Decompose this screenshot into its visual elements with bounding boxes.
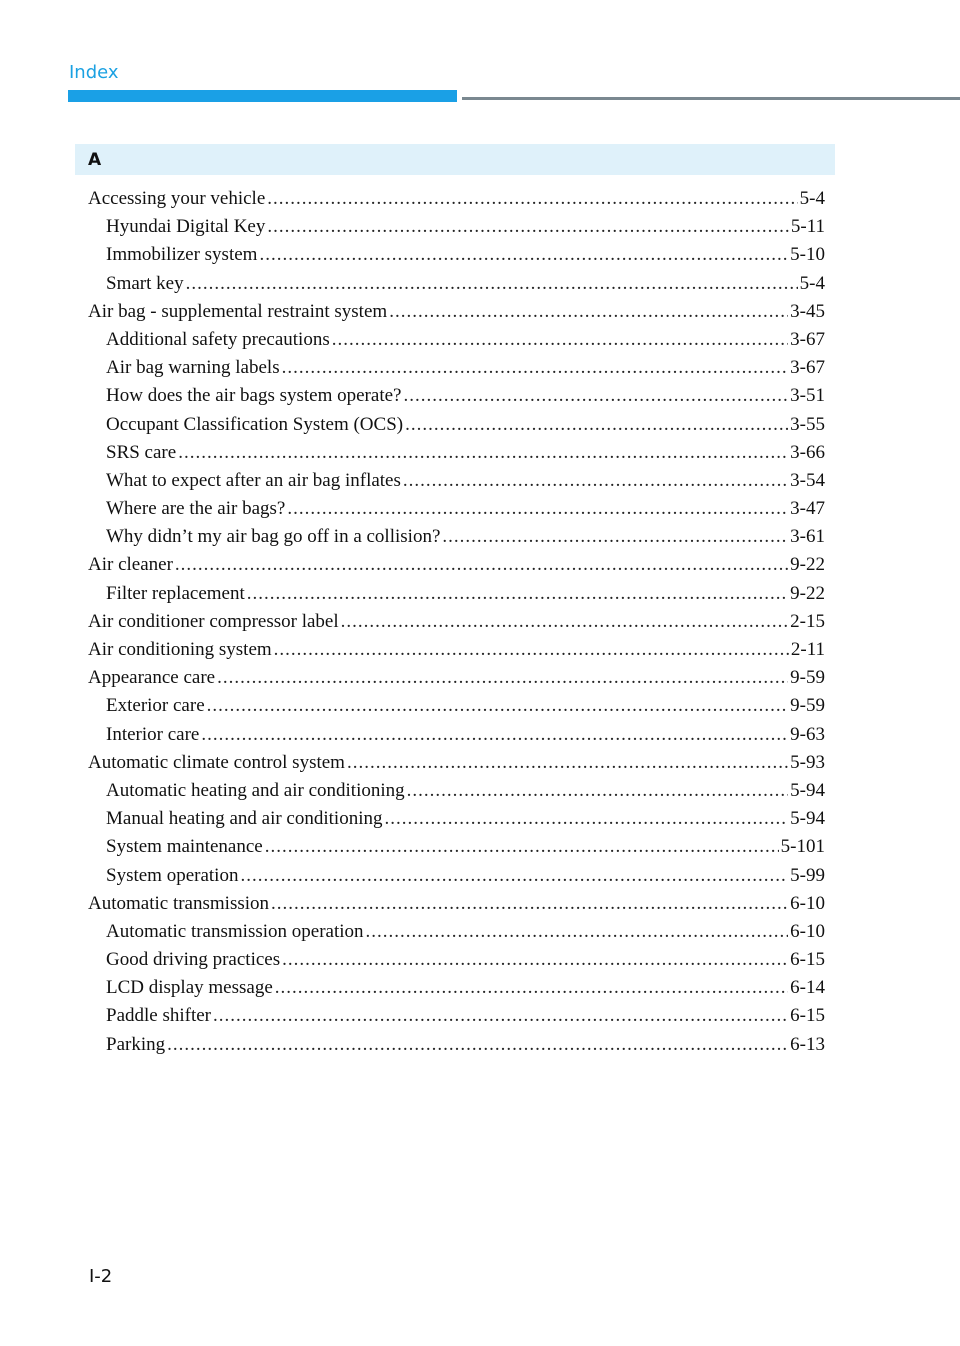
- entry-page-ref: 5-101: [780, 836, 825, 858]
- entry-page-ref: 6-15: [790, 949, 825, 971]
- dot-leader: [247, 583, 788, 605]
- page-header-title: Index: [69, 62, 119, 83]
- entry-label: Hyundai Digital Key: [106, 216, 266, 238]
- entry-label: Exterior care: [106, 695, 205, 717]
- entry-label: Paddle shifter: [106, 1005, 212, 1027]
- entry-page-ref: 3-55: [790, 413, 825, 435]
- dot-leader: [167, 1034, 788, 1056]
- entry-label: Air conditioner compressor label: [88, 610, 339, 632]
- dot-leader: [271, 893, 788, 915]
- entry-page-ref: 6-15: [790, 1005, 825, 1027]
- dot-leader: [178, 442, 788, 464]
- entry-label: Automatic transmission operation: [106, 920, 364, 942]
- index-entry[interactable]: [88, 188, 825, 216]
- index-subentry[interactable]: [88, 216, 825, 244]
- entry-page-ref: 6-10: [790, 892, 825, 914]
- index-subentry[interactable]: [88, 357, 825, 385]
- dot-leader: [347, 752, 788, 774]
- entry-label: Air bag warning labels: [106, 357, 280, 379]
- index-subentry[interactable]: [88, 385, 825, 413]
- index-subentry[interactable]: [88, 836, 825, 864]
- entry-page-ref: 5-94: [790, 808, 825, 830]
- dot-leader: [403, 385, 788, 407]
- index-subentry[interactable]: [88, 780, 825, 808]
- dot-leader: [259, 244, 788, 266]
- dot-leader: [267, 188, 797, 210]
- page-number: I-2: [89, 1266, 113, 1287]
- entry-label: Manual heating and air conditioning: [106, 808, 383, 830]
- entry-label: How does the air bags system operate?: [106, 385, 402, 407]
- index-subentry[interactable]: [88, 498, 825, 526]
- entry-page-ref: 2-15: [790, 610, 825, 632]
- entry-page-ref: 3-61: [790, 526, 825, 548]
- dot-leader: [217, 667, 788, 689]
- entry-page-ref: 9-22: [790, 554, 825, 576]
- dot-leader: [240, 865, 788, 887]
- index-entry[interactable]: [88, 752, 825, 780]
- dot-leader: [201, 724, 788, 746]
- entry-label: LCD display message: [106, 977, 273, 999]
- dot-leader: [403, 470, 788, 492]
- entry-page-ref: 5-99: [790, 864, 825, 886]
- entry-page-ref: 9-63: [790, 723, 825, 745]
- dot-leader: [267, 216, 789, 238]
- entry-page-ref: 5-11: [790, 216, 825, 238]
- index-subentry[interactable]: [88, 949, 825, 977]
- entry-page-ref: 3-66: [790, 441, 825, 463]
- dot-leader: [175, 554, 788, 576]
- section-header: [75, 144, 835, 175]
- index-subentry[interactable]: [88, 1034, 825, 1062]
- index-subentry[interactable]: [88, 244, 825, 272]
- header-accent-bar: [68, 90, 457, 102]
- dot-leader: [207, 695, 789, 717]
- entry-label: Where are the air bags?: [106, 498, 286, 520]
- index-subentry[interactable]: [88, 695, 825, 723]
- entry-page-ref: 3-67: [790, 357, 825, 379]
- entry-label: Additional safety precautions: [106, 328, 330, 350]
- index-subentry[interactable]: [88, 583, 825, 611]
- entry-page-ref: 9-59: [790, 695, 825, 717]
- entry-label: Why didn’t my air bag go off in a collision?: [106, 526, 441, 548]
- dot-leader: [332, 329, 788, 351]
- entry-page-ref: 9-22: [790, 582, 825, 604]
- entry-page-ref: 3-54: [790, 469, 825, 491]
- dot-leader: [366, 921, 789, 943]
- entry-label: SRS care: [106, 441, 177, 463]
- entry-label: Air cleaner: [88, 554, 173, 576]
- index-entry[interactable]: [88, 301, 825, 329]
- entry-page-ref: 3-51: [790, 385, 825, 407]
- index-entry[interactable]: [88, 893, 825, 921]
- entry-label: Automatic climate control system: [88, 751, 345, 773]
- entry-page-ref: 5-10: [790, 244, 825, 266]
- index-entry[interactable]: [88, 554, 825, 582]
- index-subentry[interactable]: [88, 977, 825, 1005]
- entry-page-ref: 3-47: [790, 498, 825, 520]
- dot-leader: [275, 977, 788, 999]
- index-entry[interactable]: [88, 667, 825, 695]
- dot-leader: [407, 780, 789, 802]
- index-subentry[interactable]: [88, 442, 825, 470]
- entry-label: Automatic transmission: [88, 892, 270, 914]
- entry-label: Interior care: [106, 723, 200, 745]
- entry-page-ref: 5-93: [790, 751, 825, 773]
- entry-label: Smart key: [106, 272, 184, 294]
- index-entry[interactable]: [88, 611, 825, 639]
- dot-leader: [282, 949, 788, 971]
- entry-page-ref: 6-13: [790, 1033, 825, 1055]
- dot-leader: [213, 1005, 788, 1027]
- entry-page-ref: 6-14: [790, 977, 825, 999]
- entry-page-ref: 3-45: [790, 300, 825, 322]
- entry-label: Parking: [106, 1033, 166, 1055]
- entry-label: Filter replacement: [106, 582, 245, 604]
- index-subentry[interactable]: [88, 724, 825, 752]
- entry-label: System operation: [106, 864, 239, 886]
- dot-leader: [405, 414, 788, 436]
- dot-leader: [341, 611, 789, 633]
- dot-leader: [384, 808, 788, 830]
- section-letter: A: [88, 150, 102, 170]
- dot-leader: [442, 526, 788, 548]
- dot-leader: [274, 639, 789, 661]
- index-entries-list: [88, 188, 825, 1062]
- index-subentry[interactable]: [88, 470, 825, 498]
- entry-label: Accessing your vehicle: [88, 188, 266, 209]
- entry-label: Appearance care: [88, 667, 216, 689]
- header-rule: [462, 97, 960, 100]
- index-subentry[interactable]: [88, 865, 825, 893]
- dot-leader: [287, 498, 788, 520]
- entry-page-ref: 3-67: [790, 328, 825, 350]
- index-entry[interactable]: [88, 639, 825, 667]
- index-subentry[interactable]: [88, 1005, 825, 1033]
- entry-page-ref: 5-94: [790, 779, 825, 801]
- index-subentry[interactable]: [88, 808, 825, 836]
- entry-page-ref: 9-59: [790, 667, 825, 689]
- dot-leader: [282, 357, 789, 379]
- dot-leader: [389, 301, 788, 323]
- entry-label: What to expect after an air bag inflates: [106, 469, 401, 491]
- entry-label: Good driving practices: [106, 949, 281, 971]
- entry-label: Air conditioning system: [88, 639, 272, 660]
- entry-label: System maintenance: [106, 836, 263, 858]
- entry-page-ref: 2-11: [790, 639, 825, 660]
- entry-label: Air bag - supplemental restraint system: [88, 300, 388, 322]
- entry-label: Occupant Classification System (OCS): [106, 413, 404, 435]
- index-subentry[interactable]: [88, 329, 825, 357]
- index-subentry[interactable]: [88, 414, 825, 442]
- entry-label: Immobilizer system: [106, 244, 258, 266]
- dot-leader: [265, 836, 779, 858]
- entry-page-ref: 5-4: [799, 272, 825, 294]
- index-subentry[interactable]: [88, 921, 825, 949]
- entry-label: Automatic heating and air conditioning: [106, 779, 405, 801]
- index-subentry[interactable]: [88, 526, 825, 554]
- entry-page-ref: 6-10: [790, 920, 825, 942]
- entry-page-ref: 5-4: [799, 188, 825, 209]
- index-subentry[interactable]: [88, 273, 825, 301]
- dot-leader: [186, 273, 798, 295]
